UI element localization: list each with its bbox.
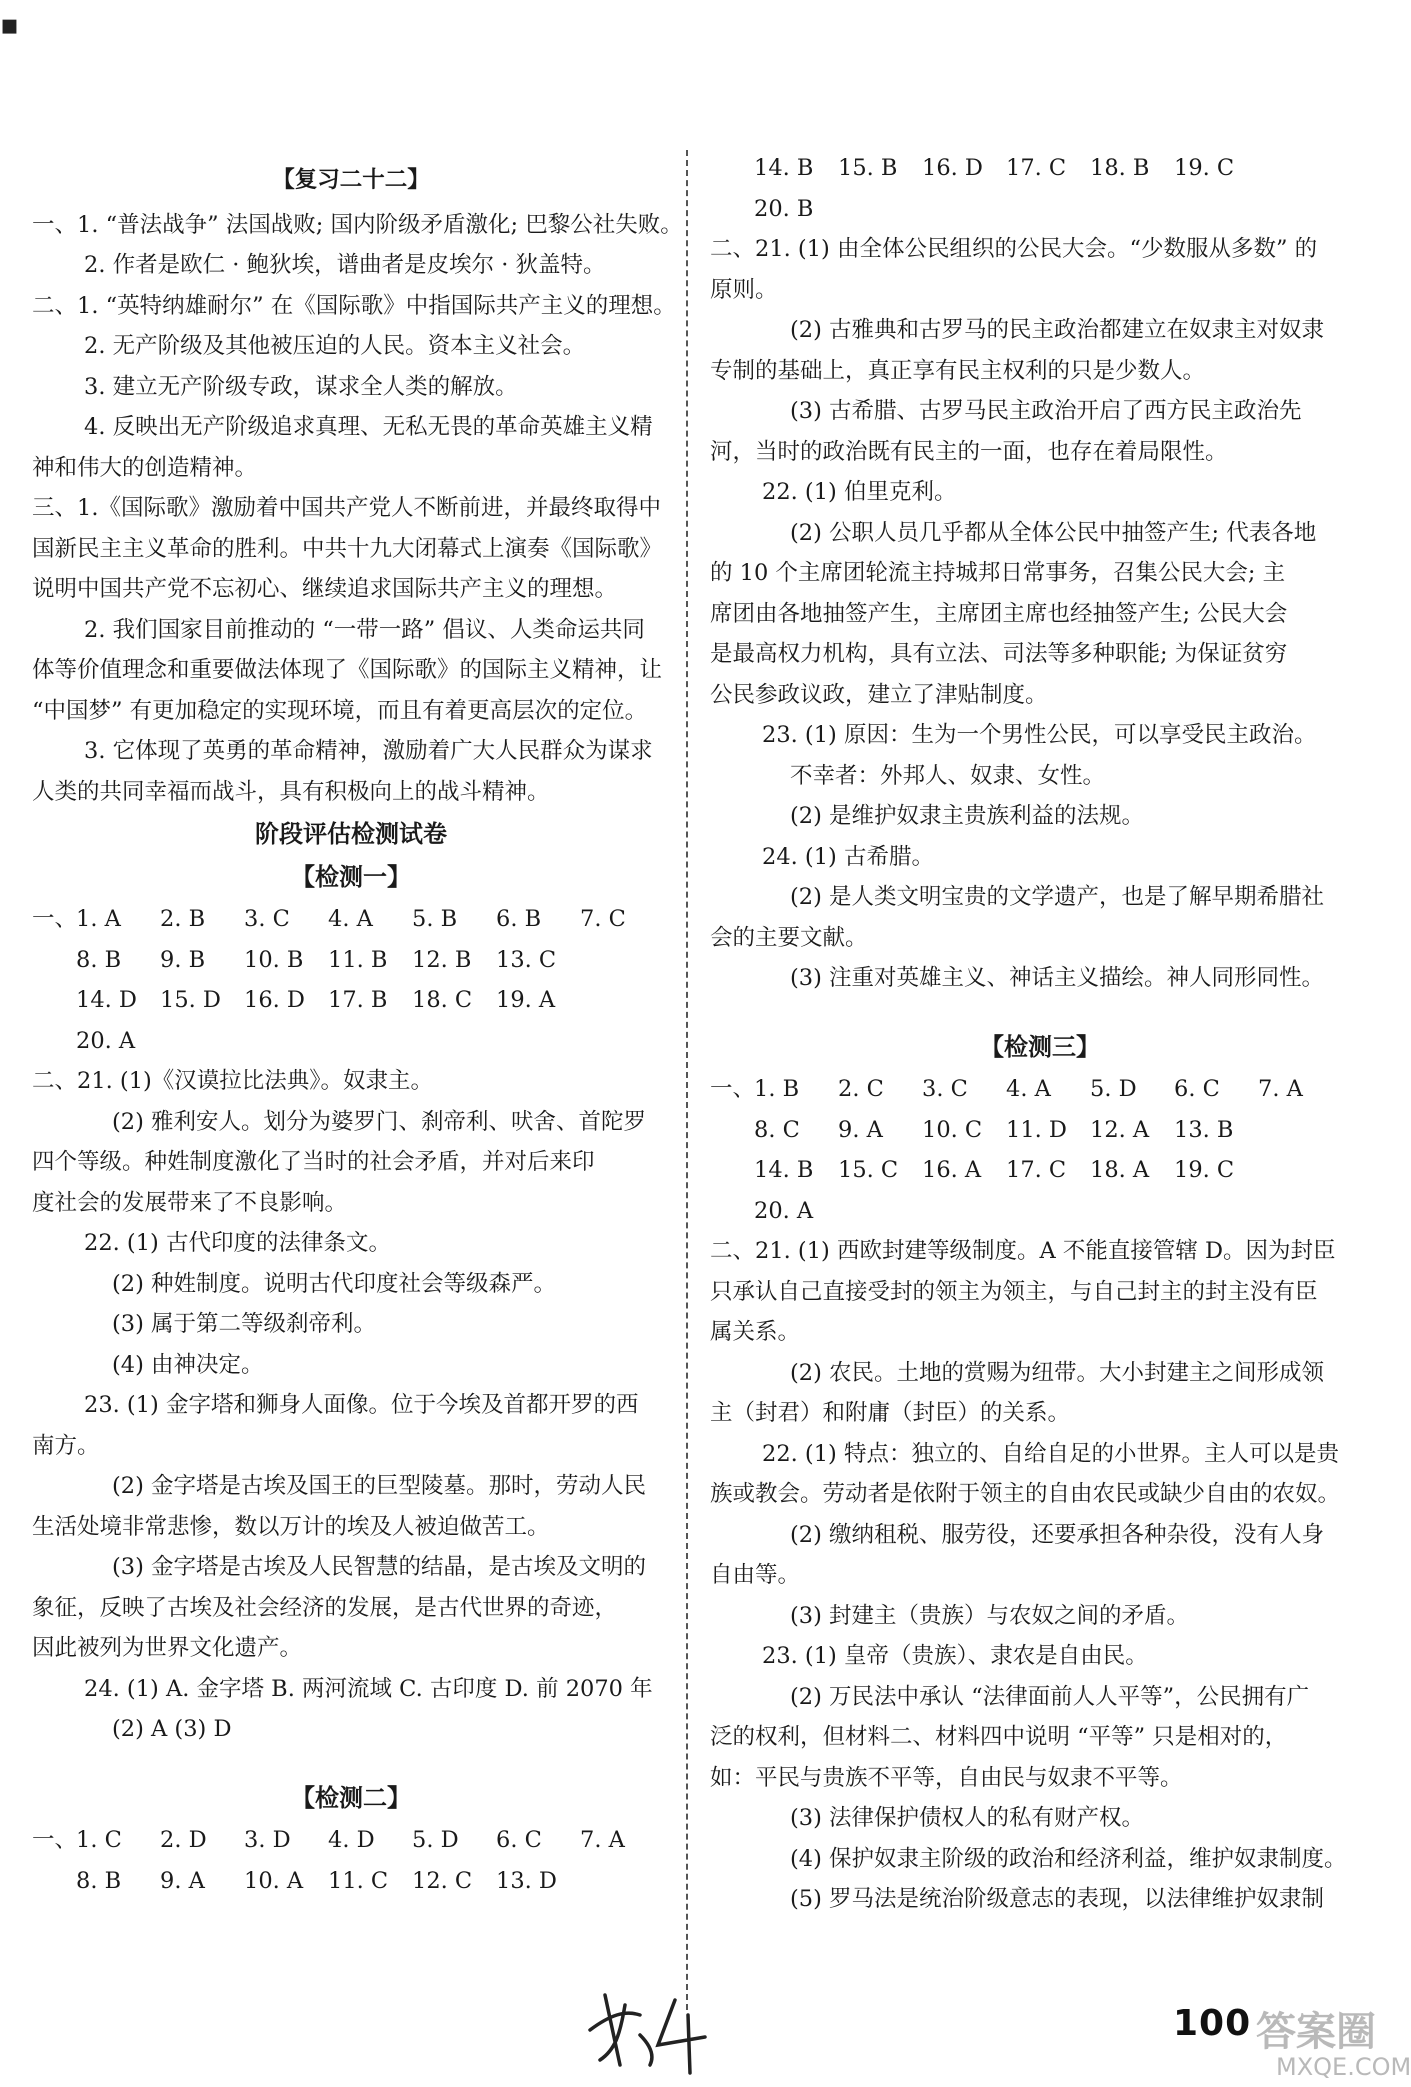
answer-row	[710, 189, 1370, 230]
answer-row	[32, 1021, 670, 1062]
text-line: (3) 法律保护债权人的私有财产权。	[790, 1805, 1145, 1831]
spacer	[32, 1750, 670, 1776]
answer-cell: 8. B	[76, 946, 122, 973]
text-line: 22. (1) 特点：独立的、自给自足的小世界。主人可以是贵	[762, 1440, 1339, 1467]
answer-row	[32, 1861, 670, 1902]
text-line: 一、1. “普法战争” 法国战败; 国内阶级矛盾激化; 巴黎公社失败。	[32, 211, 683, 238]
answer-cell: 16. A	[922, 1157, 982, 1183]
right-column	[710, 148, 1370, 1920]
answer-cell: 5. B	[412, 906, 458, 932]
answer-cell: 18. C	[412, 987, 473, 1013]
answer-cell: 2. C	[838, 1076, 884, 1102]
answer-cell: 19. C	[1174, 155, 1235, 181]
answer-cell: 18. B	[1090, 155, 1150, 181]
answer-cell: 8. B	[76, 1867, 122, 1894]
answer-cell: 12. A	[1090, 1116, 1150, 1143]
row-prefix: 一、	[32, 1827, 78, 1853]
text-line: 2. 我们国家目前推动的 “一带一路” 倡议、人类命运共同	[84, 616, 645, 643]
text-line: (4) 由神决定。	[112, 1351, 264, 1378]
answer-cell: 13. C	[496, 946, 557, 973]
answer-cell: 6. B	[496, 906, 542, 932]
answer-cell: 15. D	[160, 987, 221, 1013]
answer-row	[710, 148, 1370, 189]
answer-cell: 7. A	[580, 1827, 625, 1853]
answer-cell: 10. A	[244, 1867, 304, 1894]
text-line: (3) 注重对英雄主义、神话主义描绘。神人同形同性。	[790, 965, 1325, 991]
text-line: (3) 金字塔是古埃及人民智慧的结晶，是古埃及文明的	[112, 1554, 647, 1580]
answer-cell: 2. D	[160, 1827, 207, 1853]
column-divider	[686, 150, 688, 2010]
test2-title: 【检测二】	[291, 1782, 411, 1812]
text-line: 3. 建立无产阶级专政，谋求全人类的解放。	[84, 373, 518, 400]
text-line: (2) 古雅典和古罗马的民主政治都建立在奴隶主对奴隶	[790, 317, 1325, 343]
text-line: 只承认自己直接受封的领主为领主，与自己封主的封主没有臣	[710, 1278, 1318, 1305]
answer-cell: 16. D	[922, 155, 983, 181]
row-prefix: 一、	[710, 1076, 756, 1102]
text-line: 22. (1) 古代印度的法律条文。	[84, 1230, 391, 1256]
text-line: (2) 种姓制度。说明古代印度社会等级森严。	[112, 1270, 557, 1297]
answer-cell: 3. C	[244, 906, 290, 932]
page-number: 100	[1173, 2003, 1252, 2044]
answer-cell: 7. C	[580, 906, 626, 932]
answer-cell: 11. B	[328, 946, 388, 973]
watermark-logo	[1256, 2009, 1411, 2087]
answer-cell: 5. D	[1090, 1076, 1137, 1102]
answer-cell: 5. D	[412, 1827, 459, 1853]
text-line: 24. (1) A. 金字塔 B. 两河流域 C. 古印度 D. 前 2070 年	[84, 1675, 653, 1702]
answer-row	[32, 899, 670, 940]
answer-row	[32, 980, 670, 1021]
answer-cell: 12. B	[412, 946, 472, 973]
text-line: 象征，反映了古埃及社会经济的发展，是古代世界的奇迹，	[32, 1594, 618, 1621]
answer-cell: 17. C	[1006, 155, 1067, 181]
text-line: 二、21. (1) 西欧封建等级制度。A 不能直接管辖 D。因为封臣	[710, 1238, 1336, 1264]
test3-title: 【检测三】	[980, 1031, 1100, 1061]
text-line: 22. (1) 伯里克利。	[762, 479, 957, 505]
answer-cell: 10. B	[244, 946, 304, 973]
review-part-3	[32, 488, 670, 812]
answer-cell: 1. B	[754, 1076, 800, 1102]
review-part-2	[32, 286, 676, 489]
text-line: 3. 它体现了英勇的革命精神，激励着广大人民群众为谋求	[84, 738, 653, 764]
answer-cell: 3. D	[244, 1827, 291, 1853]
text-line: 是最高权力机构，具有立法、司法等多种职能; 为保证贫穷	[710, 641, 1288, 667]
text-line: (2) 金字塔是古埃及国王的巨型陵墓。那时，劳动人民	[112, 1473, 647, 1499]
test3-answers	[710, 1231, 1370, 1920]
test3-choices	[710, 1069, 1370, 1231]
answer-cell: 14. B	[754, 1157, 814, 1183]
text-line: 23. (1) 皇帝（贵族）、隶农是自由民。	[762, 1643, 1148, 1669]
text-line: 4. 反映出无产阶级追求真理、无私无畏的革命英雄主义精	[84, 414, 653, 440]
answer-cell: 6. C	[1174, 1076, 1220, 1102]
text-line: (2) 是人类文明宝贵的文学遗产，也是了解早期希腊社	[790, 884, 1325, 910]
answer-cell: 4. A	[328, 906, 373, 932]
text-line: (2) 公职人员几乎都从全体公民中抽签产生; 代表各地	[790, 519, 1317, 546]
answer-cell: 17. C	[1006, 1157, 1067, 1183]
text-line: (3) 古希腊、古罗马民主政治开启了西方民主政治先	[790, 398, 1302, 424]
test2-answers	[710, 229, 1370, 999]
handwritten-signature	[580, 1975, 720, 2079]
text-line: “中国梦” 有更加稳定的实现环境，而且有着更高层次的定位。	[32, 697, 648, 724]
answer-cell: 11. D	[1006, 1116, 1067, 1143]
text-line: 原则。	[710, 276, 778, 303]
text-line: 2. 无产阶级及其他被压迫的人民。资本主义社会。	[84, 333, 586, 359]
test2-choices-cont	[710, 148, 1370, 229]
answer-cell: 7. A	[1258, 1076, 1303, 1102]
text-line: (2) 农民。土地的赏赐为纽带。大小封建主之间形成领	[790, 1359, 1325, 1386]
answer-cell: 9. B	[160, 946, 206, 973]
text-line: 生活处境非常悲惨，数以万计的埃及人被迫做苦工。	[32, 1513, 550, 1540]
text-line: 不幸者：外邦人、奴隶、女性。	[790, 762, 1106, 789]
answer-cell: 4. A	[1006, 1076, 1051, 1102]
spacer	[710, 999, 1370, 1025]
test1-choices	[32, 899, 670, 1061]
left-column	[32, 150, 683, 1901]
text-line: 度社会的发展带来了不良影响。	[32, 1189, 348, 1216]
text-line: 族或教会。劳动者是依附于领主的自由农民或缺少自由的农奴。	[710, 1481, 1341, 1507]
answer-cell: 14. D	[76, 987, 137, 1013]
text-line: 神和伟大的创造精神。	[32, 454, 258, 481]
stage-title: 阶段评估检测试卷	[255, 819, 447, 848]
text-line: 国新民主主义革命的胜利。中共十九大闭幕式上演奏《国际歌》	[32, 535, 663, 562]
text-line: 南方。	[32, 1432, 100, 1459]
answer-cell: 15. B	[838, 155, 898, 181]
answer-cell: 20. A	[754, 1197, 814, 1224]
answer-cell: 15. C	[838, 1157, 899, 1183]
answer-cell: 1. C	[76, 1827, 122, 1853]
test2-choices	[32, 1820, 670, 1901]
text-line: 23. (1) 金字塔和狮身人面像。位于今埃及首都开罗的西	[84, 1392, 639, 1418]
review-part-1	[32, 205, 683, 286]
answer-cell: 19. C	[1174, 1157, 1235, 1183]
text-line: (2) 万民法中承认 “法律面前人人平等”，公民拥有广	[790, 1683, 1310, 1710]
answer-row	[710, 1191, 1370, 1232]
answer-cell: 1. A	[76, 906, 121, 932]
text-line: (2) 是维护奴隶主贵族利益的法规。	[790, 803, 1145, 829]
answer-row	[710, 1069, 1370, 1110]
answer-cell: 8. C	[754, 1116, 800, 1143]
text-line: 2. 作者是欧仁 · 鲍狄埃，谱曲者是皮埃尔 · 狄盖特。	[84, 252, 606, 278]
text-line: (3) 属于第二等级刹帝利。	[112, 1311, 377, 1337]
text-line: 如：平民与贵族不平等，自由民与奴隶不平等。	[710, 1764, 1183, 1791]
answer-cell: 18. A	[1090, 1157, 1150, 1183]
text-line: (5) 罗马法是统治阶级意志的表现，以法律维护奴隶制	[790, 1886, 1325, 1912]
answer-cell: 9. A	[838, 1116, 883, 1143]
answer-cell: 12. C	[412, 1867, 473, 1894]
text-line: 河，当时的政治既有民主的一面，也存在着局限性。	[710, 438, 1228, 465]
text-line: (2) 雅利安人。划分为婆罗门、刹帝利、吠舍、首陀罗	[112, 1108, 647, 1135]
text-line: (2) 缴纳租税、服劳役，还要承担各种杂役，没有人身	[790, 1521, 1325, 1548]
answer-cell: 17. B	[328, 987, 388, 1013]
text-line: 的 10 个主席团轮流主持城邦日常事务，召集公民大会; 主	[710, 560, 1286, 586]
text-line: 泛的权利，但材料二、材料四中说明 “平等” 只是相对的，	[710, 1724, 1288, 1750]
answer-cell: 13. D	[496, 1867, 557, 1894]
text-line: 专制的基础上，真正享有民主权利的只是少数人。	[710, 357, 1206, 384]
text-line: 人类的共同幸福而战斗，具有积极向上的战斗精神。	[32, 778, 550, 805]
answer-cell: 9. A	[160, 1867, 205, 1894]
text-line: 二、1. “英特纳雄耐尔” 在《国际歌》中指国际共产主义的理想。	[32, 292, 676, 319]
text-line: 席团由各地抽签产生，主席团主席也经抽签产生; 公民大会	[710, 600, 1288, 627]
text-line: (2) A (3) D	[112, 1716, 232, 1742]
answer-cell: 20. A	[76, 1027, 136, 1054]
answer-row	[32, 1820, 670, 1861]
test1-title: 【检测一】	[291, 861, 411, 891]
answer-row	[710, 1150, 1370, 1191]
text-line: 24. (1) 古希腊。	[762, 843, 934, 870]
text-line: 四个等级。种姓制度激化了当时的社会矛盾，并对后来印	[32, 1149, 595, 1175]
text-line: 说明中国共产党不忘初心、继续追求国际共产主义的理想。	[32, 576, 618, 602]
answer-cell: 13. B	[1174, 1116, 1234, 1143]
answer-cell: 3. C	[922, 1076, 968, 1102]
review-title: 【复习二十二】	[272, 167, 430, 193]
edge-mark: ▪	[0, 8, 19, 41]
answer-cell: 14. B	[754, 155, 814, 181]
text-line: 因此被列为世界文化遗产。	[32, 1635, 303, 1661]
text-line: 二、21. (1)《汉谟拉比法典》。奴隶主。	[32, 1068, 434, 1094]
text-line: (4) 保护奴隶主阶级的政治和经济利益，维护奴隶制度。	[790, 1845, 1347, 1872]
answer-row	[32, 940, 670, 981]
text-line: 会的主要文献。	[710, 924, 868, 951]
text-line: 23. (1) 原因：生为一个男性公民，可以享受民主政治。	[762, 722, 1317, 748]
answer-cell: 20. B	[754, 195, 814, 222]
text-line: 体等价值理念和重要做法体现了《国际歌》的国际主义精神，让	[32, 657, 663, 683]
test1-answers	[32, 1061, 670, 1750]
text-line: 二、21. (1) 由全体公民组织的公民大会。“少数服从多数” 的	[710, 236, 1318, 262]
text-line: (3) 封建主（贵族）与农奴之间的矛盾。	[790, 1602, 1190, 1629]
text-line: 三、1.《国际歌》激励着中国共产党人不断前进，并最终取得中	[32, 495, 661, 521]
text-line: 主（封君）和附庸（封臣）的关系。	[710, 1400, 1071, 1426]
text-line: 公民参政议政，建立了津贴制度。	[710, 681, 1048, 708]
watermark-text: 答案圈	[1256, 2009, 1376, 2055]
answer-row	[710, 1110, 1370, 1151]
text-line: 属关系。	[710, 1319, 801, 1345]
answer-cell: 2. B	[160, 906, 206, 932]
text-line: 自由等。	[710, 1562, 801, 1588]
row-prefix: 一、	[32, 906, 78, 932]
answer-cell: 10. C	[922, 1116, 983, 1143]
answer-cell: 11. C	[328, 1867, 389, 1894]
answer-cell: 6. C	[496, 1827, 542, 1853]
answer-cell: 16. D	[244, 987, 305, 1013]
answer-cell: 4. D	[328, 1827, 375, 1853]
answer-cell: 19. A	[496, 987, 556, 1013]
watermark-url: MXQE.COM	[1276, 2053, 1411, 2081]
